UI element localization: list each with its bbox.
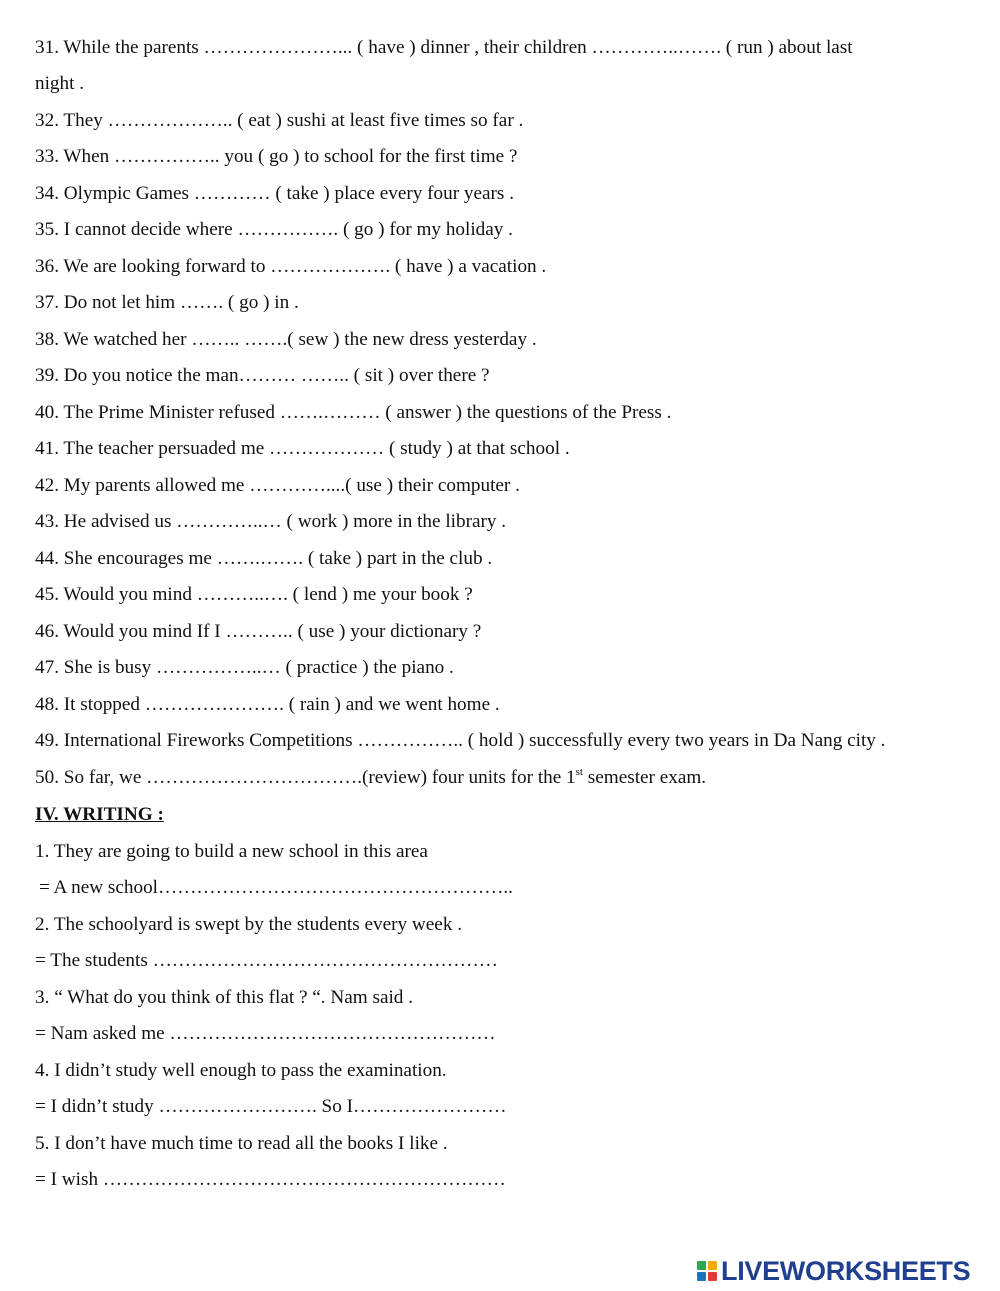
exercise-49: 49. International Fireworks Competitions …………….. ( hold ) successfully every two years in Da Nang city . — [35, 730, 886, 751]
exercise-50 — [35, 766, 975, 790]
writing-4-prompt: 4. I didn’t study well enough to pass the examination. — [35, 1060, 447, 1081]
writing-1-answer: = A new school……………………………………………….. — [39, 877, 513, 898]
exercise-46: 46. Would you mind If I ……….. ( use ) your dictionary ? — [35, 621, 482, 642]
exercise-31-line1: 31. While the parents …………………... ( have ) dinner , their children …………..……. ( run ) about last — [35, 37, 853, 58]
writing-2-prompt: 2. The schoolyard is swept by the students every week . — [35, 914, 463, 935]
writing-4-answer: = I didn’t study ……………………. So I…………………… — [35, 1096, 507, 1117]
exercise-47: 47. She is busy ……………..… ( practice ) the piano . — [35, 657, 454, 678]
exercise-32: 32. They ……………….. ( eat ) sushi at least five times so far . — [35, 110, 524, 131]
exercise-41: 41. The teacher persuaded me ……………… ( study ) at that school . — [35, 438, 570, 459]
exercise-42: 42. My parents allowed me …………....( use ) their computer . — [35, 475, 520, 496]
exercise-35: 35. I cannot decide where ……………. ( go ) for my holiday . — [35, 219, 513, 240]
exercise-44: 44. She encourages me …….……. ( take ) part in the club . — [35, 548, 493, 569]
logo-tile — [708, 1272, 717, 1281]
exercise-50-text-end: semester exam. — [583, 767, 707, 788]
exercise-36: 36. We are looking forward to ………………. ( have ) a vacation . — [35, 256, 547, 277]
exercise-48: 48. It stopped …………………. ( rain ) and we went home . — [35, 694, 500, 715]
exercise-50-text: 50. So far, we …………………………….(review) four units for the 1 — [35, 767, 576, 788]
exercise-37: 37. Do not let him ……. ( go ) in . — [35, 292, 299, 313]
liveworksheets-logo — [697, 1256, 970, 1286]
exercise-31-line2: night . — [35, 73, 85, 94]
writing-2-answer: = The students ……………………………………………… — [35, 950, 498, 971]
logo-text: LIVEWORKSHEETS — [721, 1255, 971, 1286]
writing-3-prompt: 3. “ What do you think of this flat ? “. Nam said . — [35, 987, 413, 1008]
exercise-45: 45. Would you mind ………..…. ( lend ) me your book ? — [35, 584, 473, 605]
writing-5-answer: = I wish ……………………………………………………… — [35, 1169, 506, 1190]
section-heading-writing: IV. WRITING : — [35, 804, 164, 825]
exercise-39: 39. Do you notice the man……… …….. ( sit ) over there ? — [35, 365, 490, 386]
exercise-40: 40. The Prime Minister refused …….……… ( answer ) the questions of the Press . — [35, 402, 672, 423]
ordinal-suffix: st — [575, 766, 583, 778]
writing-1-prompt: 1. They are going to build a new school in this area — [35, 841, 428, 862]
exercise-34: 34. Olympic Games ………… ( take ) place every four years . — [35, 183, 514, 204]
logo-tiles-icon — [697, 1261, 717, 1281]
exercise-33: 33. When …………….. you ( go ) to school for the first time ? — [35, 146, 518, 167]
writing-3-answer: = Nam asked me …………………………………………… — [35, 1023, 496, 1044]
logo-tile — [697, 1272, 706, 1281]
writing-5-prompt: 5. I don’t have much time to read all the books I like . — [35, 1133, 448, 1154]
logo-tile — [697, 1261, 706, 1270]
exercise-38: 38. We watched her …….. …….( sew ) the new dress yesterday . — [35, 329, 537, 350]
logo-tile — [708, 1261, 717, 1270]
exercise-43: 43. He advised us …………..… ( work ) more in the library . — [35, 511, 507, 532]
